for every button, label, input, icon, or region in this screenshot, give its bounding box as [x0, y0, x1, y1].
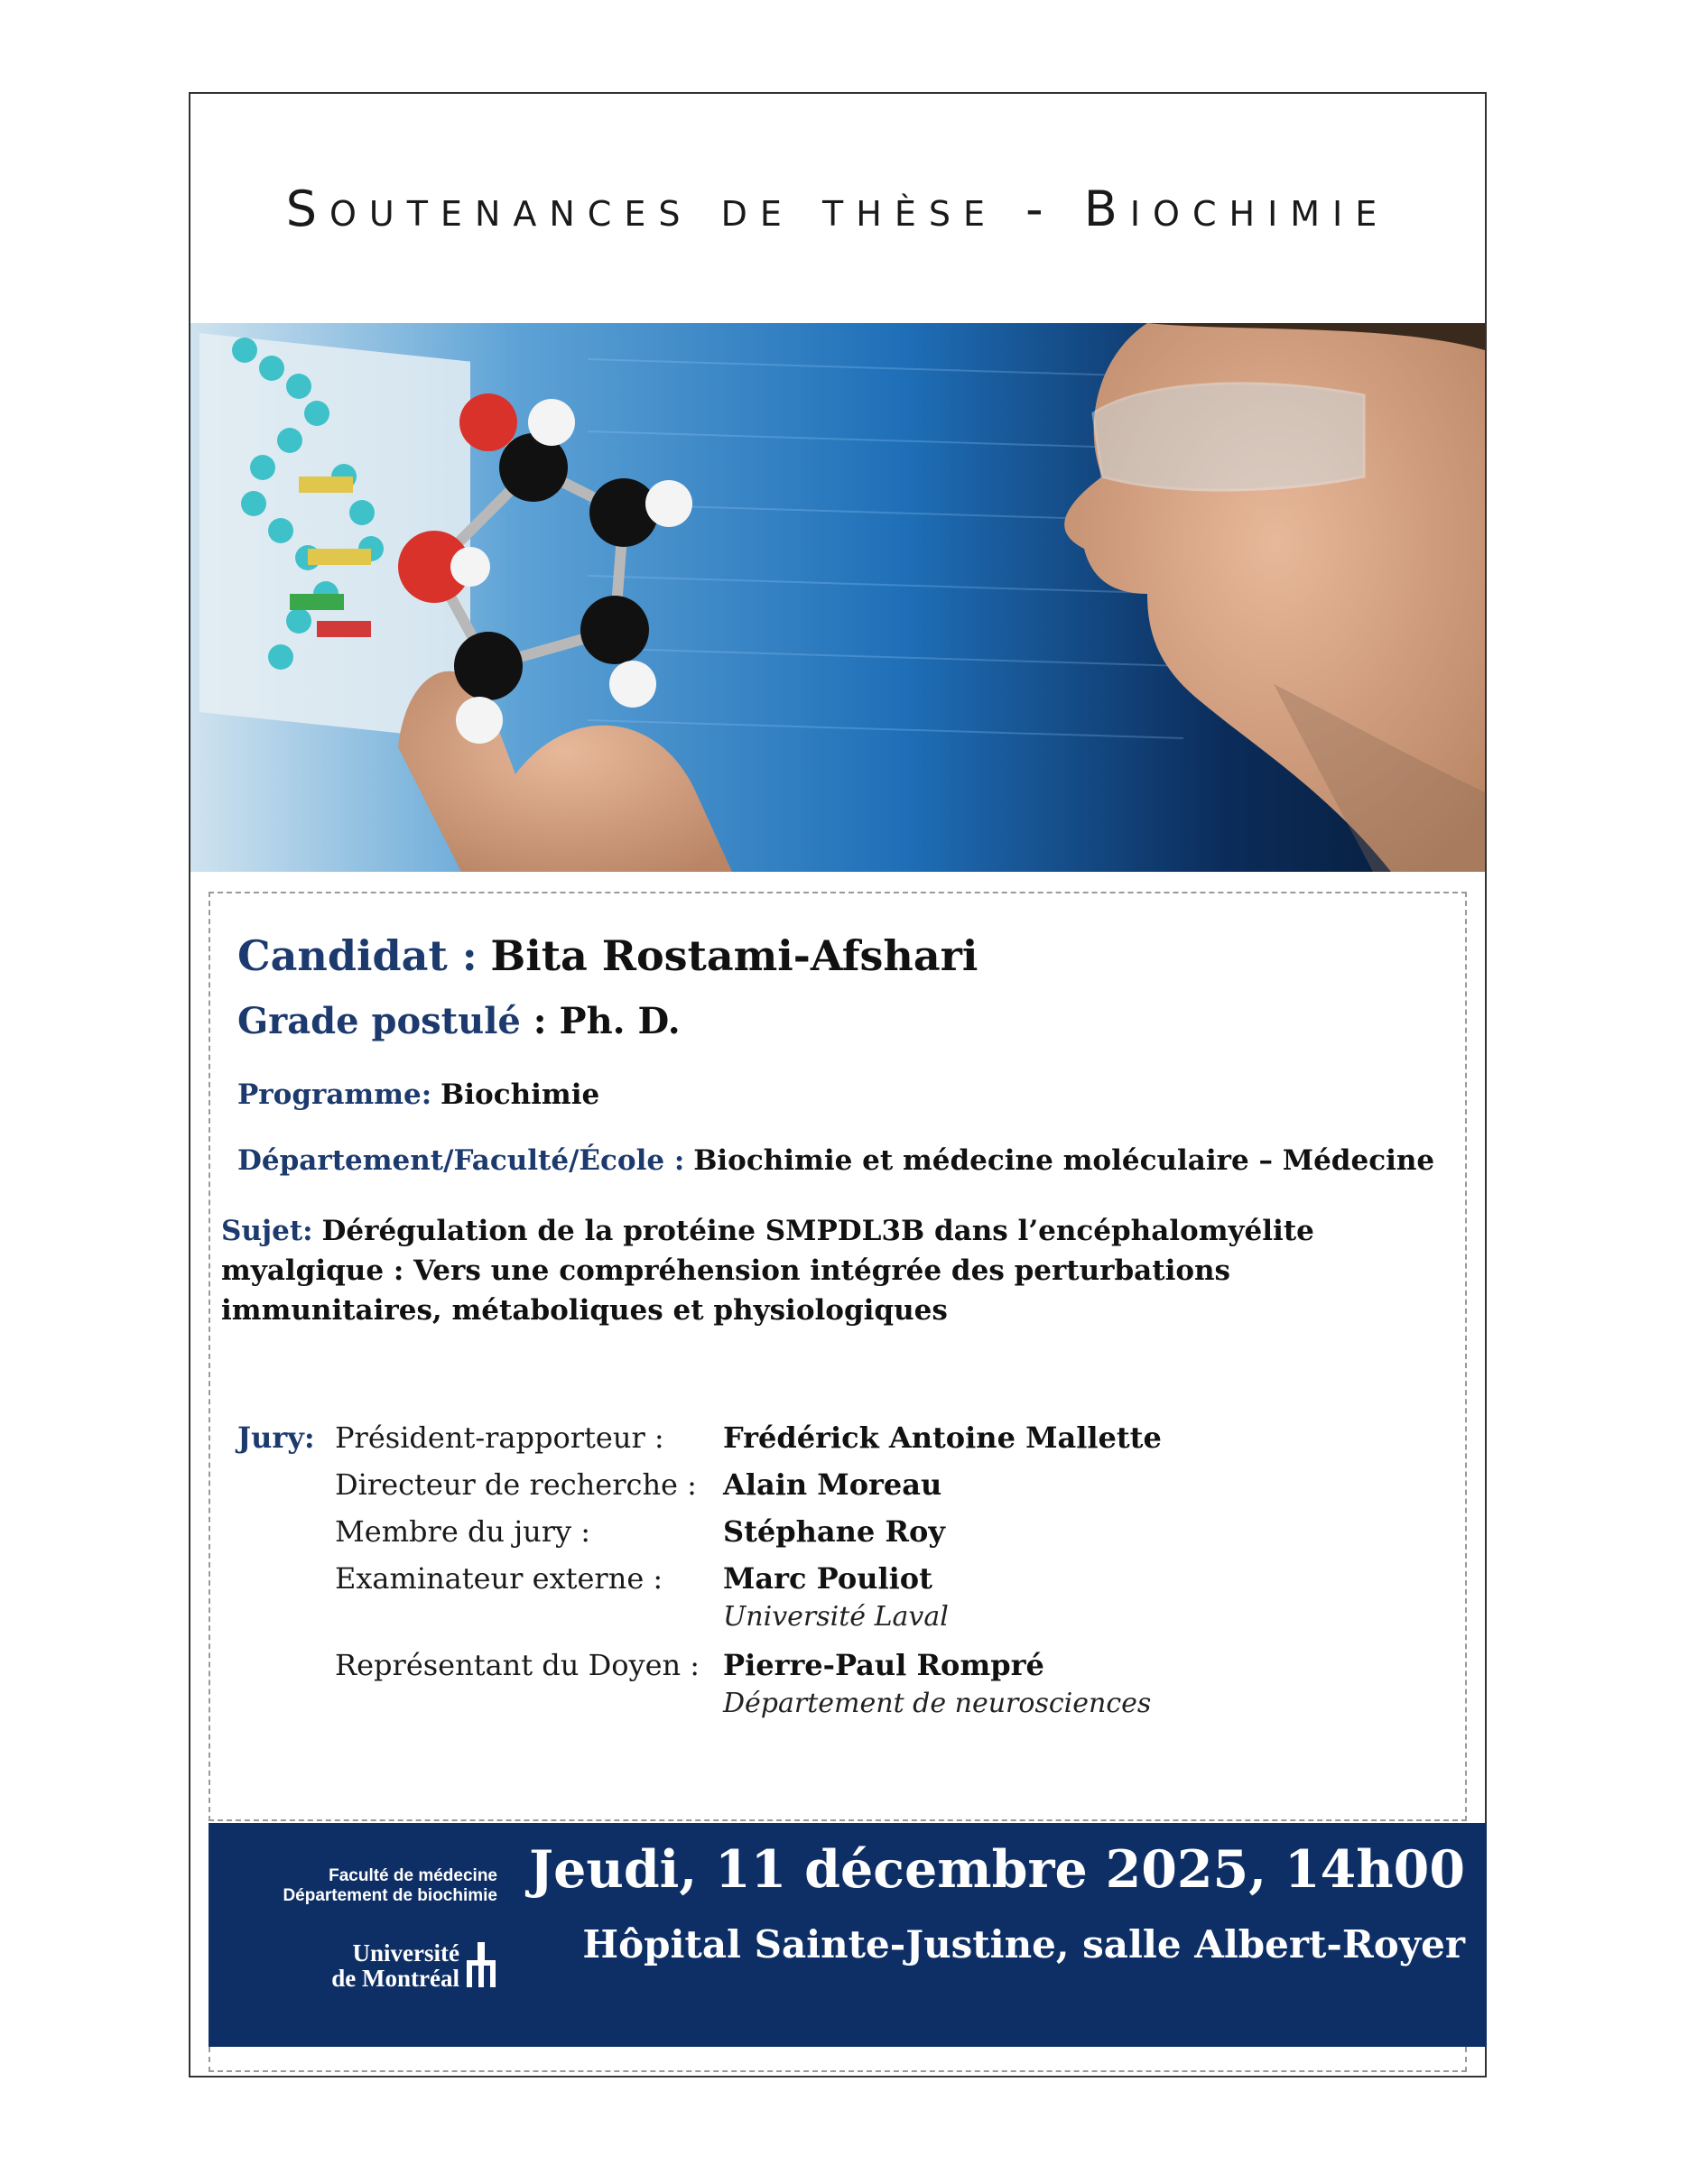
candidate-label: Candidat : — [237, 931, 478, 980]
candidate-name: Bita Rostami-Afshari — [490, 931, 978, 980]
candidate-row — [237, 931, 978, 980]
jury-affiliation: Département de neurosciences — [723, 1688, 1152, 1719]
department-value: Biochimie et médecine moléculaire – Médecine — [693, 1144, 1435, 1177]
title-band — [190, 94, 1485, 323]
university-name — [331, 1940, 459, 1991]
university-line2: de Montréal — [331, 1965, 459, 1992]
grade-value: Ph. D. — [559, 1000, 681, 1042]
event-place: Hôpital Sainte-Justine, salle Albert-Royer — [582, 1922, 1465, 1967]
department-row — [237, 1144, 1434, 1177]
faculty-text — [283, 1866, 497, 1906]
university-line1: Université — [352, 1939, 459, 1967]
jury-role: Directeur de recherche : — [335, 1467, 697, 1502]
poster — [189, 92, 1487, 2078]
grade-row — [237, 1000, 681, 1042]
programme-value: Biochimie — [441, 1078, 600, 1111]
footer-dashed-border — [209, 2047, 1467, 2072]
jury-role: Examinateur externe : — [335, 1561, 663, 1596]
subject-row — [221, 1211, 1449, 1330]
programme-row — [237, 1078, 599, 1111]
info-panel — [209, 892, 1467, 1821]
subject-value: Dérégulation de la protéine SMPDL3B dans l’encéphalomyélite myalgique : Vers une compréhension intégrée des perturbations immunitaires, métaboliques et physiologiques — [221, 1215, 1314, 1327]
hero-illustration — [190, 323, 1485, 872]
jury-role: Président-rapporteur : — [335, 1421, 664, 1455]
footer-band — [209, 1823, 1487, 2047]
jury-role: Membre du jury : — [335, 1514, 591, 1549]
grade-separator: : — [520, 1000, 560, 1042]
programme-label: Programme: — [237, 1078, 432, 1111]
hero-image — [190, 323, 1485, 872]
grade-label: Grade postulé — [237, 1000, 521, 1042]
university-logo — [227, 1859, 497, 2022]
department-name: Département de biochimie — [283, 1886, 497, 1905]
university-emblem-icon — [465, 1942, 497, 1989]
faculty-name: Faculté de médecine — [329, 1866, 497, 1885]
event-date: Jeudi, 11 décembre 2025, 14h00 — [529, 1839, 1465, 1900]
department-label: Département/Faculté/École : — [237, 1144, 685, 1177]
jury-name: Frédérick Antoine Mallette — [723, 1421, 1162, 1455]
poster-title: Soutenances de thèse - Biochimie — [285, 180, 1390, 237]
jury-label: Jury: — [237, 1421, 315, 1455]
jury-name: Pierre-Paul Rompré — [723, 1648, 1044, 1682]
jury-affiliation: Université Laval — [723, 1601, 949, 1633]
subject-label: Sujet: — [221, 1215, 313, 1247]
jury-name: Marc Pouliot — [723, 1561, 932, 1596]
jury-name: Stéphane Roy — [723, 1514, 945, 1549]
jury-role: Représentant du Doyen : — [335, 1648, 700, 1682]
jury-name: Alain Moreau — [723, 1467, 942, 1502]
